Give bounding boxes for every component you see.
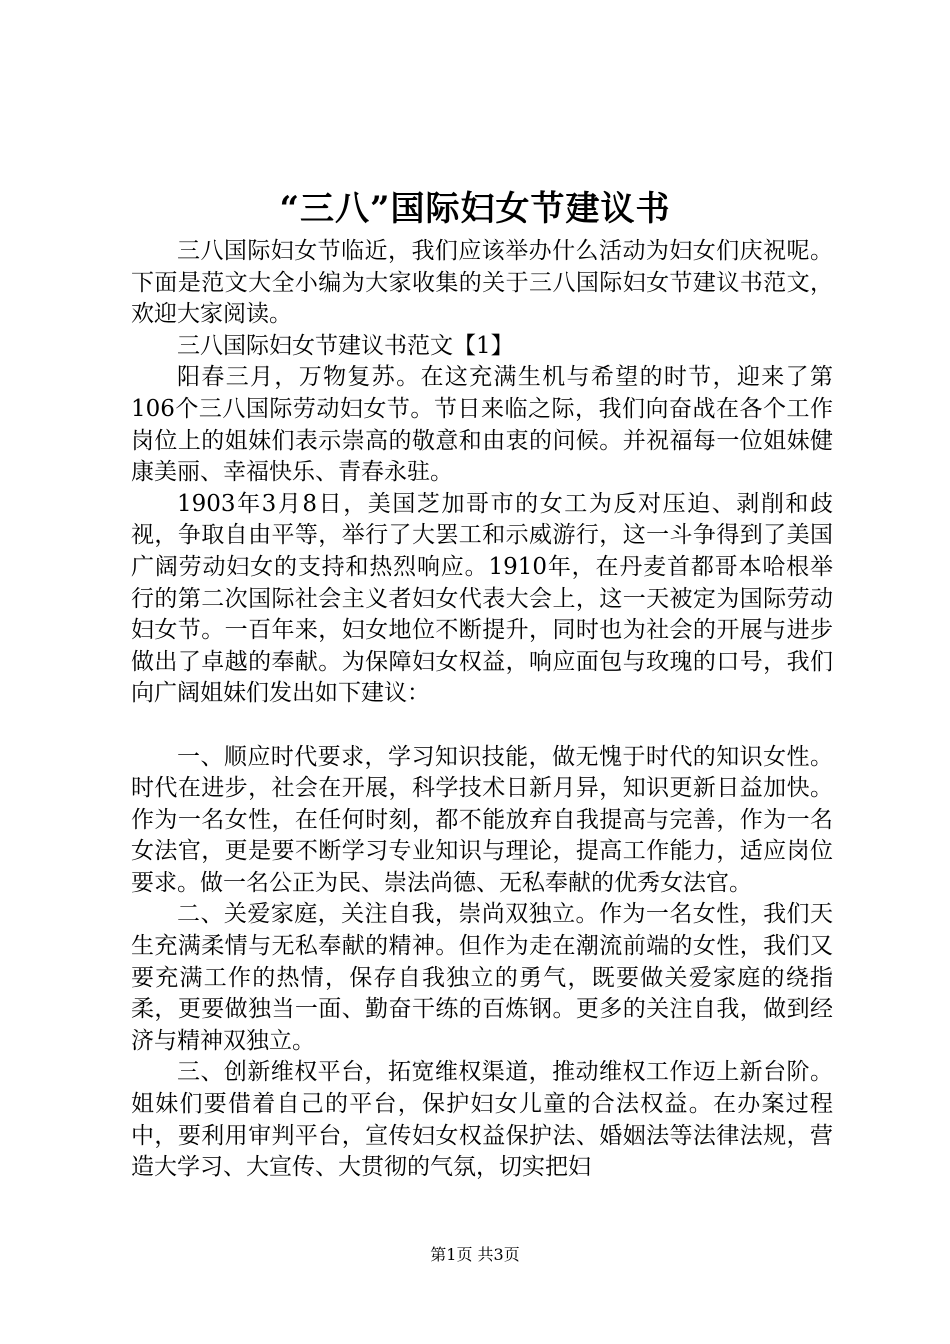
paragraph-gap: [131, 710, 833, 742]
page-number: 第1页 共3页: [430, 1245, 520, 1264]
document-body: [131, 236, 833, 1184]
proposal-item: 二、关爱家庭，关注自我，崇尚双独立。作为一名女性，我们天生充满柔情与无私奉献的精神。但作为走在潮流前端的女性，我们又要充满工作的热情，保存自我独立的勇气，既要做关爱家庭的绕指柔，更要做独当一面、勤奋干练的百炼钢。更多的关注自我，做到经济与精神双独立。: [131, 901, 833, 1054]
section-heading: 三八国际妇女节建议书范文【1】: [177, 332, 514, 359]
body-paragraph: 阳春三月，万物复苏。在这充满生机与希望的时节，迎来了第106个三八国际劳动妇女节。节日来临之际，我们向奋战在各个工作岗位上的姐妹们表示崇高的敬意和由衷的问候。并祝福每一位姐妹健康美丽、幸福快乐、青春永驻。: [131, 364, 833, 486]
intro-paragraph: 三八国际妇女节临近，我们应该举办什么活动为妇女们庆祝呢。下面是范文大全小编为大家收集的关于三八国际妇女节建议书范文，欢迎大家阅读。: [131, 238, 833, 328]
page-title: “三八”国际妇女节建议书: [279, 189, 671, 229]
body-paragraph: 1903年3月8日，美国芝加哥市的女工为反对压迫、剥削和歧视，争取自由平等，举行了大罢工和示威游行，这一斗争得到了美国广阔劳动妇女的支持和热烈响应。1910年，在丹麦首都哥本哈根举行的第二次国际社会主义者妇女代表大会上，这一天被定为国际劳动妇女节。一百年来，妇女地位不断提升，同时也为社会的开展与进步做出了卓越的奉献。为保障妇女权益，响应面包与玫瑰的口号，我们向广阔姐妹们发出如下建议：: [131, 490, 833, 707]
proposal-item: 三、创新维权平台，拓宽维权渠道，推动维权工作迈上新台阶。姐妹们要借着自己的平台，保护妇女儿童的合法权益。在办案过程中，要利用审判平台，宣传妇女权益保护法、婚姻法等法律法规，营造大学习、大宣传、大贯彻的气氛，切实把妇: [131, 1059, 833, 1181]
proposal-item: 一、顺应时代要求，学习知识技能，做无愧于时代的知识女性。时代在进步，社会在开展，科学技术日新月异，知识更新日益加快。作为一名女性，在任何时刻，都不能放弃自我提高与完善，作为一名女法官，更是要不断学习专业知识与理论，提高工作能力，适应岗位要求。做一名公正为民、崇法尚德、无私奉献的优秀女法官。: [131, 743, 833, 896]
